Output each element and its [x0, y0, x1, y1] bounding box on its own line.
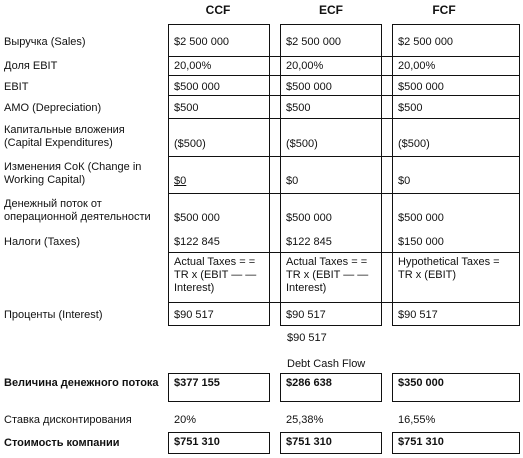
depreciation-ecf: $500: [286, 102, 311, 114]
working-capital-ecf: $0: [286, 175, 299, 187]
summary-discount-ecf: 25,38%: [286, 414, 324, 426]
header-ccf: CCF: [205, 3, 231, 17]
header-ecf: ECF: [319, 3, 343, 17]
capex-ecf: ($500): [286, 138, 318, 150]
row-label-taxes: Налоги (Taxes): [4, 236, 80, 248]
sales-ecf: $2 500 000: [286, 36, 342, 48]
summary-value-fcf: $751 310: [392, 432, 520, 454]
tax-formula-ccf: Actual Taxes = = TR x (EBIT — —Interest): [174, 256, 257, 294]
row-label-ebit: EBIT: [4, 81, 29, 93]
summary-label-cash-flow: Величина денежного потока: [4, 377, 159, 389]
summary-cash-flow-ecf: $286 638: [280, 373, 382, 402]
summary-cash-flow-fcf: $350 000: [392, 373, 520, 402]
interest-ccf: $90 517: [174, 309, 214, 321]
ebit-ccf: $500 000: [174, 81, 220, 93]
ebit-ecf: $500 000: [286, 81, 332, 93]
operating-cf-ccf: $500 000: [174, 212, 220, 224]
summary-label-company-value: Стоимость компании: [4, 437, 120, 449]
tax-formula-ecf: Actual Taxes = = TR x (EBIT — —Interest): [286, 256, 369, 294]
working-capital-ccf: $0: [174, 175, 187, 187]
row-label-capex: Капитальные вложения (Capital Expenditures): [4, 124, 125, 149]
operating-cf-fcf: $500 000: [398, 212, 444, 224]
taxes-ccf: $122 845: [174, 236, 220, 248]
ecf-debt-value: $90 517: [287, 332, 327, 344]
summary-cash-flow-ccf: $377 155: [168, 373, 270, 402]
summary-value-ccf: $751 310: [168, 432, 270, 454]
tax-formula-fcf: Hypothetical Taxes = TR x (EBIT): [398, 256, 500, 281]
taxes-fcf: $150 000: [398, 236, 444, 248]
taxes-ecf: $122 845: [286, 236, 332, 248]
ecf-debt-caption: Debt Cash Flow: [287, 358, 366, 370]
summary-discount-ccf: 20%: [174, 414, 197, 426]
row-label-operating-cf: Денежный поток от операционной деятельности: [4, 198, 151, 223]
capex-ccf: ($500): [174, 138, 206, 150]
interest-ecf: $90 517: [286, 309, 326, 321]
sales-fcf: $2 500 000: [398, 36, 454, 48]
summary-label-discount-rate: Ставка дисконтирования: [4, 414, 132, 426]
row-label-ebit-share: Доля EBIT: [4, 60, 58, 72]
interest-fcf: $90 517: [398, 309, 438, 321]
ebit-fcf: $500 000: [398, 81, 444, 93]
header-fcf: FCF: [432, 3, 456, 17]
row-label-working-capital: Изменения СоК (Change in Working Capital): [4, 161, 142, 186]
row-label-sales: Выручка (Sales): [4, 36, 86, 48]
depreciation-ccf: $500: [174, 102, 199, 114]
summary-value-ecf: $751 310: [280, 432, 382, 454]
ebit-share-fcf: 20,00%: [398, 60, 436, 72]
capex-fcf: ($500): [398, 138, 430, 150]
working-capital-fcf: $0: [398, 175, 411, 187]
summary-discount-fcf: 16,55%: [398, 414, 436, 426]
sales-ccf: $2 500 000: [174, 36, 230, 48]
row-label-interest: Проценты (Interest): [4, 309, 103, 321]
ebit-share-ecf: 20,00%: [286, 60, 324, 72]
row-label-depreciation: AMO (Depreciation): [4, 102, 102, 114]
depreciation-fcf: $500: [398, 102, 423, 114]
operating-cf-ecf: $500 000: [286, 212, 332, 224]
ebit-share-ccf: 20,00%: [174, 60, 212, 72]
